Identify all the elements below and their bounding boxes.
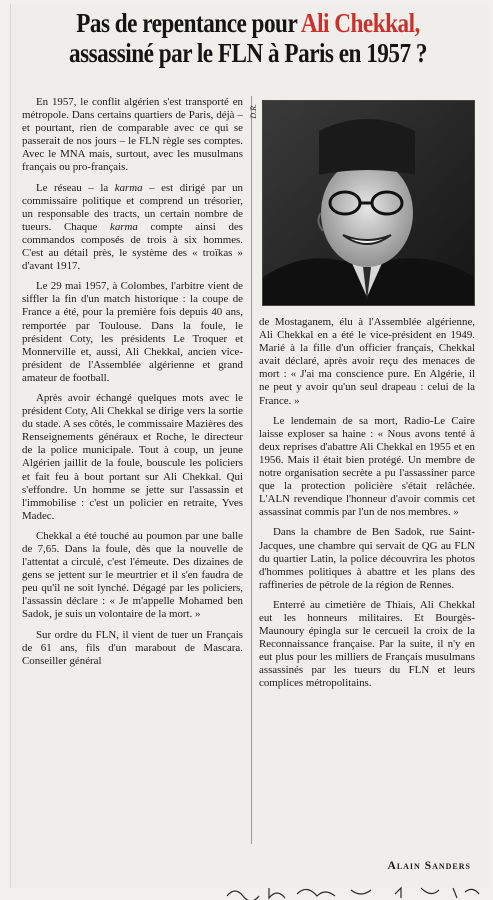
article-column-left xyxy=(22,96,243,675)
photo-credit: D.R. xyxy=(249,104,258,119)
portrait-photo xyxy=(262,100,475,306)
text-run: Le réseau – la xyxy=(36,181,115,194)
paragraph: Sur ordre du FLN, il vient de tuer un Français de 61 ans, fils d'un marabout de Mascara. Conseiller général xyxy=(22,628,243,667)
author-signature: Alain Sanders xyxy=(387,860,471,872)
text-run: – est dirigé par un commissaire politique et comprend un trésorier, un responsable des tracts, un certain nombre de tueurs. Chaque xyxy=(22,181,243,233)
headline-part2: assassiné par le FLN à Paris en 1957 ? xyxy=(69,38,427,68)
paragraph: Chekkal a été touché au poumon par une balle de 7,65. Dans la foule, dès que la nouvelle de l'attentat a circulé, c'est l'émeute. Des dizaines de gens se jettent sur le meurtrier et il s'en faudra de peu qu'il ne soit lynché. Dégagé par les policiers, l'assassin déclare : « Je m'appelle Mohamed ben Sadok, je suis un volontaire de la mort. » xyxy=(22,529,243,621)
paragraph: Enterré au cimetière de Thiais, Ali Chekkal eut les honneurs militaires. Et Bourgès-Maunoury épingla sur le cercueil la croix de la Reconnaissance française. Par la suite, il n'y en eut plus pour les milliers de Français musulmans assassinés par les tueurs du FLN et leurs complices métropolitains. xyxy=(259,598,475,690)
article-headline xyxy=(50,8,446,68)
paragraph: Dans la chambre de Ben Sadok, rue Saint-Jacques, une chambre qui servait de QG au FLN du quartier Latin, la police découvrira les photos d'hommes politiques à abattre et les plans des raffineries de pétrole de la région de Rennes. xyxy=(259,526,475,591)
paragraph: Après avoir échangé quelques mots avec le président Coty, Ali Chekkal se dirige vers la sortie du stade. A ses côtés, le commissaire Mazières des Renseignements généraux et Roche, le directeur de la police municipale. Tout à coup, un jeune Algérien jaillit de la foule, bouscule les policiers et fait feu à bout portant sur Ali Chekkal. Qui s'effondre. Un homme se jette sur l'assassin et l'immobilise : c'est un policier en retraite, Yves Madec. xyxy=(22,391,243,522)
handwritten-note xyxy=(225,884,485,900)
paragraph: Le 29 mai 1957, à Colombes, l'arbitre vient de siffler la fin d'un match historique : la coupe de France a été, pour la première fois depuis 40 ans, remportée par Toulouse. Dans la foule, le président Coty, les présidents Le Troquer et Monnerville et, aussi, Ali Chekkal, ancien vice-président de l'Assemblée algérienne et grand amateur de football. xyxy=(22,280,243,384)
paragraph: En 1957, le conflit algérien s'est transporté en métropole. Dans certains quartiers de Paris, déjà – et pourtant, rien de comparable avec ce qui se passerait de nos jours – le FLN règle ses comptes. Avec le MNA mais, surtout, avec les musulmans français ou pro-français. xyxy=(22,96,243,174)
text-run-italic: karma xyxy=(114,181,143,194)
text-run-italic: karma xyxy=(109,220,138,233)
paragraph xyxy=(22,182,243,274)
article-column-right xyxy=(259,316,475,698)
paragraph: de Mostaganem, élu à l'Assemblée algérienne, Ali Chekkal en a été le vice-président en 1949. Marié à la fille d'un officier français, Chekkal avait déclaré, après avoir reçu des menaces de mort : « J'ai ma conscience pure. En Algérie, il ne peut y avoir qu'un seul drapeau : celui de la France. » xyxy=(259,316,475,407)
headline-part1: Pas de repentance pour xyxy=(76,8,301,38)
column-divider xyxy=(251,96,252,844)
paragraph: Le lendemain de sa mort, Radio-Le Caire laisse exploser sa haine : « Nous avons tenté à deux reprises d'abattre Ali Chekkal en 1955 et en 1956. Mais il était bien protégé. Un membre de notre organisation secrète a pu l'assassiner parce que la protection policière s'était relâchée. L'ALN revendique l'honneur d'avoir commis cet assassinat commis par l'un de nos membres. » xyxy=(259,414,475,519)
headline-name: Ali Chekkal, xyxy=(300,8,420,38)
text-run: compte ainsi des commandos composés de trois à six hommes. C'est au détail près, le système des « troïkas » d'avant 1917. xyxy=(22,220,243,273)
